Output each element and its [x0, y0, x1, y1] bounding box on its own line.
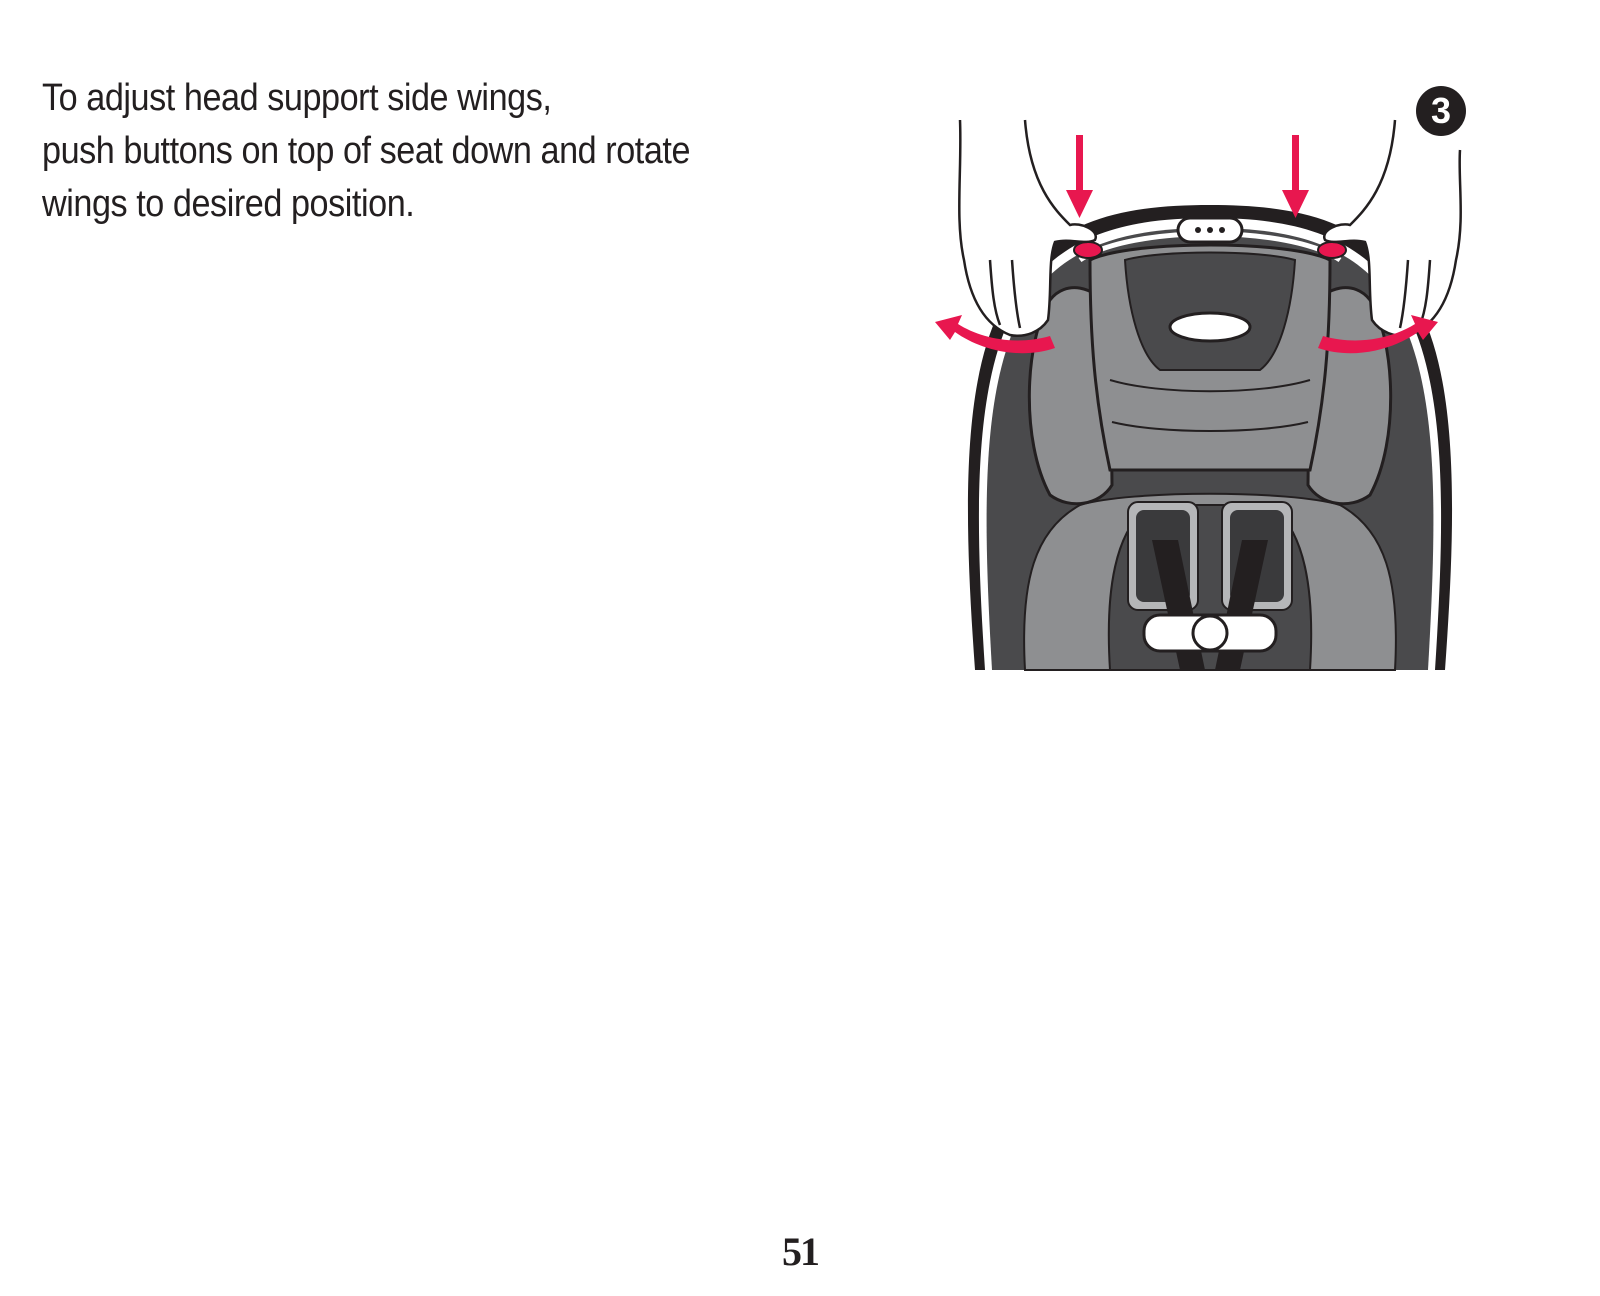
- instructions-line-3: wings to desired position.: [42, 183, 415, 225]
- page-number: 51: [782, 1229, 818, 1274]
- instructions-text: [42, 72, 780, 231]
- car-seat-illustration: [930, 110, 1490, 690]
- instructions-line-1: To adjust head support side wings,: [42, 77, 552, 119]
- chest-clip: [1144, 615, 1276, 651]
- instructions-line-2: push buttons on top of seat down and rotate: [42, 130, 691, 172]
- seat-handle: [1178, 218, 1242, 242]
- step-number-badge: 3: [1416, 86, 1466, 136]
